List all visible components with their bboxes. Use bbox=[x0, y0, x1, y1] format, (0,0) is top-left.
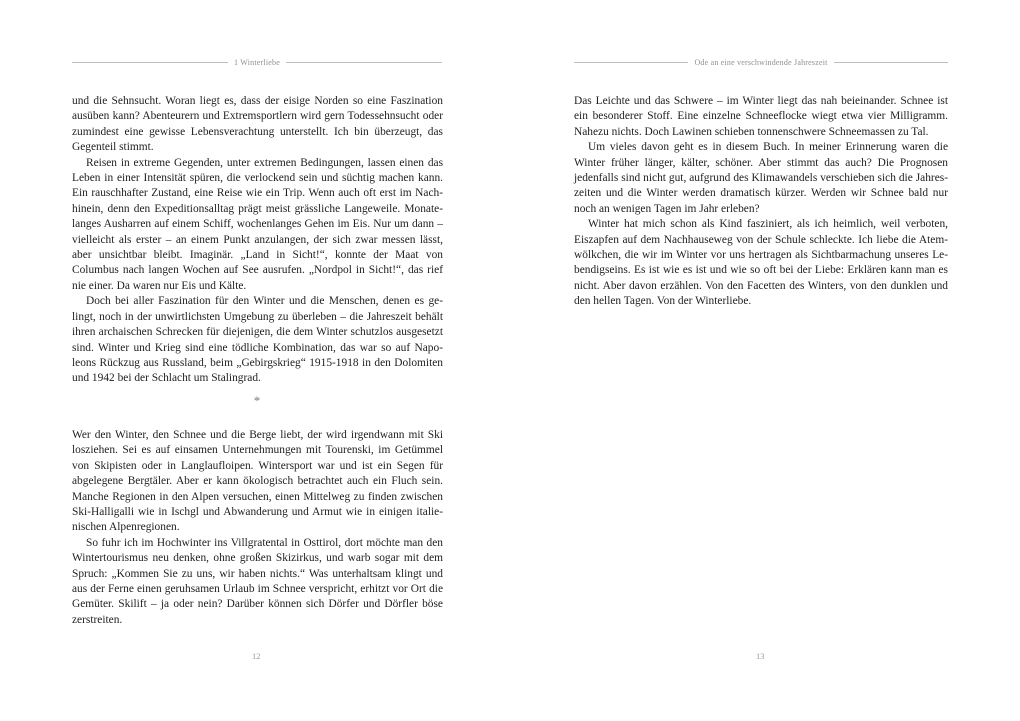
right-page bbox=[510, 0, 1020, 721]
paragraph: Um vieles davon geht es in diesem Buch. In meiner Erinnerung waren die Winter früher länger, kälter, schöner. Aber stimmt das auch? Die Prognosen jedenfalls sind nicht gut, aufgrund des Klimawandels verschieben sich die Jahreszeiten und die Winter werden dramatisch kürzer. Werden wir Schnee bald nur noch an wenigen Tagen im Jahr erleben? bbox=[574, 141, 948, 215]
body-text bbox=[574, 94, 948, 310]
header-rule bbox=[72, 62, 228, 63]
paragraph: und die Sehnsucht. Woran liegt es, dass der eisige Norden so eine Faszination ausüben kann? Abenteurern und Extremsportlern wird gern Todessehnsucht oder zumindest eine gewisse Lebensverachtung unterstellt. Ich bin überzeugt, das Gegenteil stimmt. bbox=[72, 95, 443, 154]
paragraph: So fuhr ich im Hochwinter ins Villgratental in Osttirol, dort möchte man den Wintertourismus neu denken, ohne großen Skizirkus, und warb sogar mit dem Spruch: „Kommen Sie zu uns, wir haben nichts.“ Was unterhaltsam klingt und aus der Ferne einen geruhsamen Urlaub im Schnee verspricht, erhitzt vor Ort die Gemüter. Skilift – ja oder nein? Darüber können sich Dörfer und Dörfler böse zerstreiten. bbox=[72, 536, 443, 626]
section-separator-asterisk: * bbox=[253, 393, 261, 408]
paragraph: Doch bei aller Faszination für den Winter und die Menschen, denen es gelingt, noch in der unwirtlichsten Umgebung zu überleben – die Jahreszeit behält ihren archaischen Schrecken für diejenigen, die dem Winter schutzlos ausgesetzt sind. Winter und Krieg sind eine tödliche Kombination, das war so auf Napoleons Rückzug aus Russland, beim „Gebirgskrieg“ 1915-1918 in den Dolomiten und 1942 bei der Schlacht um Stalingrad. bbox=[72, 295, 443, 385]
book-title: Ode an eine verschwindende Jahreszeit bbox=[694, 58, 828, 67]
header-rule bbox=[834, 62, 948, 63]
paragraph: Winter hat mich schon als Kind fasziniert, als ich heimlich, weil verboten, Eiszapfen auf dem Nachhauseweg von der Schule schleckte. Ich liebe die Atemwölkchen, die wir im Winter vor uns hertragen als Sichtbarmachung unseres Lebendigseins. Es ist wie es ist und wie so oft bei der Liebe: Erklären kann man es nicht. Aber davon erzählen. Von den Facetten des Winters, von den dunklen und den hellen Tagen. Von der Winterliebe. bbox=[574, 218, 948, 308]
page-number-left: 12 bbox=[252, 651, 261, 661]
header-rule bbox=[286, 62, 442, 63]
paragraph: Wer den Winter, den Schnee und die Berge liebt, der wird irgendwann mit Ski losziehen. Sei es auf einsamen Unternehmungen mit Tourenski, im Getümmel von Skipisten oder in Langlaufloipen. Wintersport war und ist ein Segen für abgelegene Bergtäler. Aber er kann ökologisch betrachtet auch ein Fluch sein. Manche Regionen in den Alpen versuchen, einen Mittelweg zu finden zwischen Ski-Halligalli wie in Ischgl und Abwanderung und Armut wie in einigen italienischen Alpenregionen. bbox=[72, 429, 443, 534]
header-rule bbox=[574, 62, 688, 63]
chapter-title: 1 Winterliebe bbox=[234, 58, 280, 67]
page-number-right: 13 bbox=[756, 651, 765, 661]
paragraph: Reisen in extreme Gegenden, unter extremen Bedingungen, lassen einen das Leben in einer Intensität spüren, die verlockend sein und süchtig machen kann. Ein rauschhafter Zustand, eine Reise wie ein Trip. Wenn auch oft erst im Nachhinein, denn den Expeditionsalltag prägt meist grässliche Langeweile. Monatelanges Ausharren auf einem Schiff, wochenlanges Gehen im Eis. Nur um dann – vielleicht als erster – an einem Punkt anzulangen, der sich zwar messen lässt, aber unsichtbar bleibt. Imaginär. „Land in Sicht!“, konnte der Maat von Columbus nach langen Wochen auf See ausrufen. „Nordpol in Sicht!“, das rief nie einer. Da waren nur Eis und Kälte. bbox=[72, 156, 443, 292]
running-head-left bbox=[72, 58, 442, 67]
body-text-bottom bbox=[72, 428, 443, 628]
paragraph: Das Leichte und das Schwere – im Winter liegt das nah beieinander. Schnee ist ein besonderer Stoff. Eine einzelne Schneeflocke wiegt etwa vier Milligramm. Nahezu nichts. Doch Lawinen schieben tonnenschwere Schneemassen zu Tal. bbox=[574, 95, 948, 138]
running-head-right bbox=[574, 58, 948, 67]
body-text-top bbox=[72, 94, 443, 387]
